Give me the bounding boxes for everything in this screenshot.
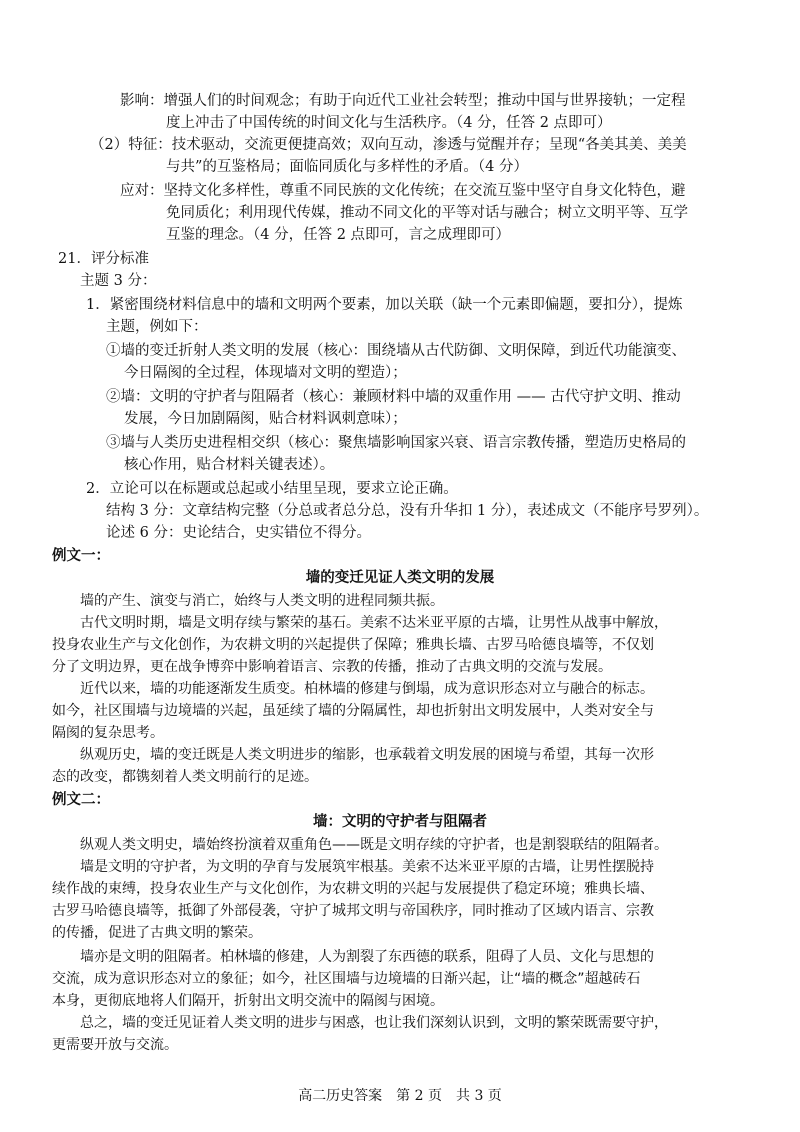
essay-2-line: 古罗马哈德良墙等，抵御了外部侵袭，守护了城邦文明与帝国秩序，同时推动了区域内语言、宗教 [52, 903, 654, 919]
essay-2-line: 交流，成为意识形态对立的象征；如今，社区围墙与边境墙的日渐兴起，让“墙的概念”超越砖石 [52, 971, 641, 987]
criterion-2: 2．立论可以在标题或总起或小结里呈现，要求立论正确。 [86, 481, 458, 497]
structure-score: 结构 3 分：文章结构完整（分总或者总分总，没有升华扣 1 分），表述成文（不能序号罗列）。 [106, 503, 709, 519]
essay-1-title: 墙的变迁见证人类文明的发展 [305, 569, 495, 586]
theme-example-3-line-1: ③墙与人类历史进程相交织（核心：聚焦墙影响国家兴衰、语言宗教传播，塑造历史格局的 [106, 435, 686, 451]
argument-score: 论述 6 分：史论结合，史实错位不得分。 [106, 525, 371, 541]
essay-1-line: 古代文明时期，墙是文明存续与繁荣的基石。美索不达米亚平原的古墙，让男性从战事中解放， [80, 615, 668, 631]
essay-1-line: 隔阂的复杂思考。 [52, 725, 164, 741]
essay-1-line: 近代以来，墙的功能逐渐发生质变。柏林墙的修建与倒塌，成为意识形态对立与融合的标志。 [80, 681, 654, 697]
essay-1-line: 分了文明边界，更在战争博弈中影响着语言、宗教的传播，推动了古典文明的交流与发展。 [52, 659, 612, 675]
feature-line-2: 与共”的互鉴格局；面临同质化与多样性的矛盾。（4 分） [166, 159, 528, 175]
essay-2-label: 例文二： [52, 791, 110, 808]
question-21-heading: 21．评分标准 [58, 251, 149, 267]
essay-1-label: 例文一： [52, 547, 110, 564]
essay-2-line: 的传播，促进了古典文明的繁荣。 [52, 925, 262, 941]
theme-example-2-line-1: ②墙：文明的守护者与阻隔者（核心：兼顾材料中墙的双重作用 —— 古代守护文明、推动 [106, 389, 681, 405]
impact-line-2: 度上冲击了中国传统的时间文化与生活秩序。（4 分，任答 2 点即可） [166, 115, 612, 131]
criterion-1-line-2: 主题，例如下： [106, 319, 208, 335]
theme-example-3-line-2: 核心作用，贴合材料关键表述）。 [124, 457, 335, 473]
response-line-1: 应对：坚持文化多样性，尊重不同民族的文化传统；在交流互鉴中坚守自身文化特色，避 [120, 183, 686, 199]
theme-example-1-line-2: 今日隔阂的全过程，体现墙对文明的塑造）； [124, 365, 407, 381]
essay-1-line: 纵观历史，墙的变迁既是人类文明进步的缩影，也承载着文明发展的困境与希望，其每一次形 [80, 747, 654, 763]
essay-1-line: 投身农业生产与文化创作，为农耕文明的兴起提供了保障；雅典长墙、古罗马哈德良墙等，不仅划 [52, 637, 654, 653]
essay-2-line: 墙亦是文明的阻隔者。柏林墙的修建，人为割裂了东西德的联系，阻碍了人员、文化与思想的 [80, 949, 654, 965]
theme-example-2-line-2: 发展，今日加剧隔阂，贴合材料讽刺意味）； [124, 411, 407, 427]
essay-2-line: 总之，墙的变迁见证着人类文明的进步与困惑，也让我们深刻认识到，文明的繁荣既需要守护， [80, 1015, 668, 1031]
theme-example-1-line-1: ①墙的变迁折射人类文明的发展（核心：围绕墙从古代防御、文明保障，到近代功能演变、 [106, 343, 686, 359]
response-line-2: 免同质化；利用现代传媒，推动不同文化的平等对话与融合；树立文明平等、互学 [166, 205, 688, 221]
essay-2-line: 墙是文明的守护者，为文明的孕育与发展筑牢根基。美索不达米亚平原的古墙，让男性摆脱持 [80, 859, 654, 875]
essay-2-line: 更需要开放与交流。 [52, 1037, 178, 1053]
impact-line-1: 影响：增强人们的时间观念；有助于向近代工业社会转型；推动中国与世界接轨；一定程 [120, 93, 686, 109]
feature-line-1: （2）特征：技术驱动，交流更便捷高效；双向互动，渗透与觉醒并存；呈现“各美其美、美美 [90, 137, 687, 153]
essay-2-title: 墙：文明的守护者与阻隔者 [313, 813, 487, 830]
essay-1-line: 态的改变，都镌刻着人类文明前行的足迹。 [52, 769, 318, 785]
essay-1-line: 如今，社区围墙与边境墙的兴起，虽延续了墙的分隔属性，却也折射出文明发展中，人类对安全与 [52, 703, 654, 719]
essay-2-line: 本身，更彻底地将人们隔开，折射出文明交流中的隔阂与困境。 [52, 993, 444, 1009]
criterion-1-line-1: 1．紧密围绕材料信息中的墙和文明两个要素，加以关联（缺一个元素即偏题，要扣分），提炼 [86, 297, 683, 313]
response-line-3: 互鉴的理念。（4 分，任答 2 点即可，言之成理即可） [166, 227, 511, 243]
theme-score: 主题 3 分： [80, 273, 157, 289]
essay-2-line: 续作战的束缚，投身农业生产与文化创作，为农耕文明的兴起与发展提供了稳定环境；雅典长墙、 [52, 881, 654, 897]
essay-2-line: 纵观人类文明史，墙始终扮演着双重角色——既是文明存续的守护者，也是割裂联结的阻隔者。 [80, 837, 668, 853]
page-footer: 高二历史答案 第 2 页 共 3 页 [298, 1088, 502, 1104]
essay-1-line: 墙的产生、演变与消亡，始终与人类文明的进程同频共振。 [80, 593, 444, 609]
